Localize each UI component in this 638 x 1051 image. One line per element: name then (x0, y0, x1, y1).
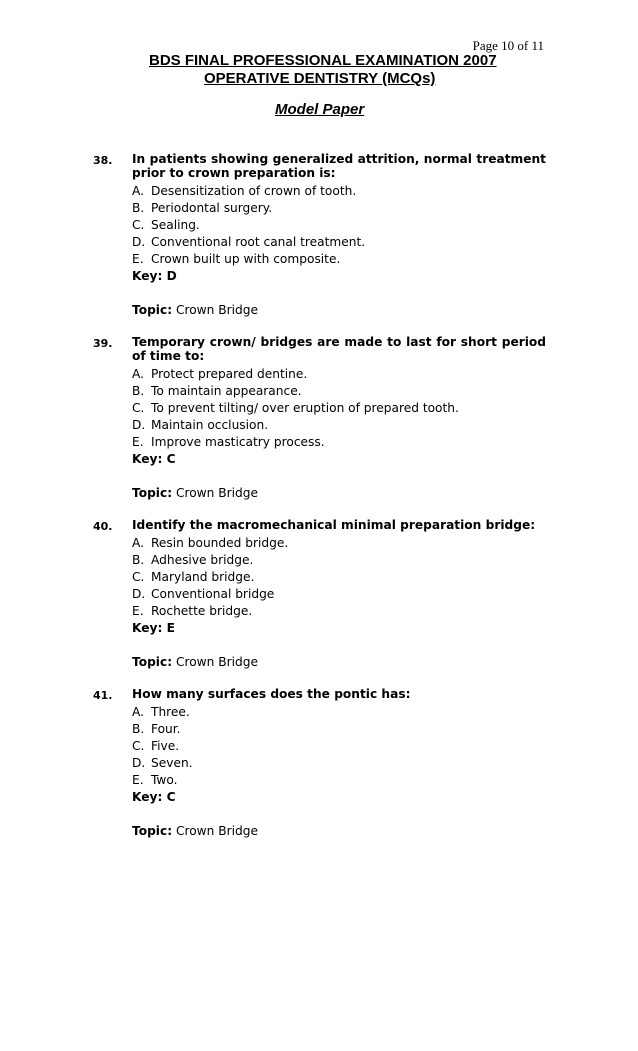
question-number: 40. (93, 520, 113, 533)
question-text: How many surfaces does the pontic has: (132, 687, 411, 701)
question-item (0, 518, 638, 671)
topic-value: Crown Bridge (175, 824, 258, 838)
option-letter: D. (132, 418, 146, 432)
answer-key (132, 451, 546, 468)
option-letter: D. (132, 587, 146, 601)
key-value: C (166, 452, 176, 466)
subject-title: OPERATIVE DENTISTRY (MCQs) (204, 70, 436, 87)
question-list (0, 152, 638, 856)
option-letter: B. (132, 201, 145, 215)
option-letter: A. (132, 536, 144, 550)
option-letter: E. (132, 252, 144, 266)
option-text: Conventional root canal treatment. (151, 235, 366, 249)
option-text: Resin bounded bridge. (151, 536, 289, 550)
question-topic (132, 823, 546, 840)
answer-option (132, 721, 546, 738)
option-text: Adhesive bridge. (151, 553, 254, 567)
option-text: Improve masticatry process. (151, 435, 325, 449)
option-list (132, 704, 546, 789)
key-label: Key: (132, 452, 163, 466)
option-list (132, 366, 546, 451)
option-text: Conventional bridge (151, 587, 275, 601)
option-letter: B. (132, 384, 145, 398)
option-letter: C. (132, 218, 145, 232)
option-letter: B. (132, 553, 145, 567)
option-text: Maryland bridge. (151, 570, 255, 584)
option-text: Desensitization of crown of tooth. (151, 184, 357, 198)
topic-value: Crown Bridge (175, 655, 258, 669)
exam-title: BDS FINAL PROFESSIONAL EXAMINATION 2007 (149, 52, 497, 69)
topic-value: Crown Bridge (175, 486, 258, 500)
option-letter: C. (132, 401, 145, 415)
key-label: Key: (132, 790, 163, 804)
option-letter: D. (132, 756, 146, 770)
answer-option (132, 366, 546, 383)
topic-label: Topic: (132, 303, 173, 317)
question-body (132, 687, 546, 840)
answer-option (132, 217, 546, 234)
option-letter: E. (132, 604, 144, 618)
question-topic (132, 654, 546, 671)
option-text: Three. (151, 705, 190, 719)
key-value: E (166, 621, 175, 635)
option-letter: A. (132, 184, 144, 198)
key-label: Key: (132, 269, 163, 283)
option-list (132, 183, 546, 268)
option-text: Protect prepared dentine. (151, 367, 308, 381)
answer-option (132, 586, 546, 603)
key-label: Key: (132, 621, 163, 635)
answer-option (132, 603, 546, 620)
option-text: Seven. (151, 756, 193, 770)
option-text: Maintain occlusion. (151, 418, 269, 432)
topic-value: Crown Bridge (175, 303, 258, 317)
key-value: C (166, 790, 176, 804)
answer-key (132, 620, 546, 637)
option-letter: E. (132, 435, 144, 449)
option-text: Rochette bridge. (151, 604, 253, 618)
option-text: Crown built up with composite. (151, 252, 341, 266)
question-item (0, 152, 638, 319)
question-body (132, 518, 546, 671)
question-topic (132, 302, 546, 319)
answer-option (132, 738, 546, 755)
answer-option (132, 755, 546, 772)
answer-option (132, 704, 546, 721)
question-text: Identify the macromechanical minimal preparation bridge: (132, 518, 536, 532)
question-item (0, 335, 638, 502)
answer-key (132, 789, 546, 806)
question-topic (132, 485, 546, 502)
question-body (132, 335, 546, 502)
answer-option (132, 234, 546, 251)
option-letter: C. (132, 739, 145, 753)
question-text: Temporary crown/ bridges are made to last for short period of time to: (132, 335, 546, 363)
answer-option (132, 200, 546, 217)
option-letter: C. (132, 570, 145, 584)
question-number: 38. (93, 154, 113, 167)
answer-option (132, 183, 546, 200)
answer-option (132, 569, 546, 586)
option-text: Five. (151, 739, 180, 753)
option-letter: B. (132, 722, 145, 736)
answer-option (132, 383, 546, 400)
option-text: Four. (151, 722, 181, 736)
topic-label: Topic: (132, 655, 173, 669)
answer-option (132, 417, 546, 434)
paper-type: Model Paper (275, 101, 365, 118)
answer-option (132, 552, 546, 569)
option-letter: D. (132, 235, 146, 249)
question-number: 39. (93, 337, 113, 350)
option-text: Sealing. (151, 218, 200, 232)
answer-option (132, 434, 546, 451)
topic-label: Topic: (132, 824, 173, 838)
option-letter: E. (132, 773, 144, 787)
option-text: Periodontal surgery. (151, 201, 273, 215)
question-item (0, 687, 638, 840)
option-letter: A. (132, 367, 144, 381)
page-indicator: Page 10 of 11 (472, 38, 544, 53)
question-text: In patients showing generalized attrition, normal treatment prior to crown preparation is: (132, 152, 546, 180)
answer-option (132, 251, 546, 268)
key-value: D (166, 269, 177, 283)
question-number: 41. (93, 689, 113, 702)
answer-option (132, 772, 546, 789)
option-list (132, 535, 546, 620)
answer-key (132, 268, 546, 285)
option-text: To prevent tilting/ over eruption of prepared tooth. (151, 401, 459, 415)
question-body (132, 152, 546, 319)
option-text: Two. (151, 773, 178, 787)
option-text: To maintain appearance. (151, 384, 302, 398)
topic-label: Topic: (132, 486, 173, 500)
answer-option (132, 400, 546, 417)
option-letter: A. (132, 705, 144, 719)
answer-option (132, 535, 546, 552)
